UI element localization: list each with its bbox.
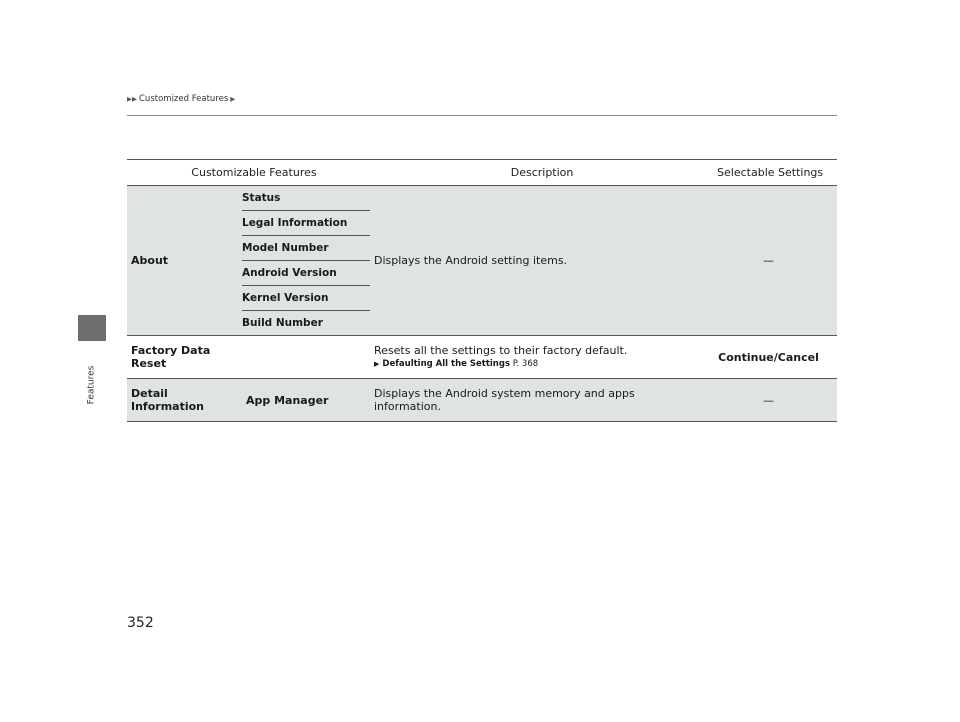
about-items	[242, 186, 370, 335]
breadcrumb	[127, 94, 235, 104]
factory-settings: Continue/Cancel	[718, 350, 819, 364]
features-table	[127, 159, 837, 422]
category-about: About	[131, 254, 169, 267]
category-detail-information: Detail Information	[131, 387, 204, 413]
item-app-manager: App Manager	[246, 393, 329, 407]
detail-description: Displays the Android system memory and apps information.	[374, 387, 635, 413]
table-row-about	[127, 186, 837, 336]
category-factory-data-reset: Factory Data Reset	[131, 344, 211, 370]
breadcrumb-arrow-icon: ▶▶	[127, 95, 137, 103]
item-model-number: Model Number	[242, 236, 370, 261]
item-kernel-version: Kernel Version	[242, 286, 370, 311]
section-label: Features	[86, 365, 97, 405]
item-android-version: Android Version	[242, 261, 370, 286]
reference-link[interactable]: Defaulting All the Settings	[382, 359, 511, 369]
header-rule	[127, 115, 837, 116]
item-build-number: Build Number	[242, 317, 323, 329]
table-row-detail-information	[127, 379, 837, 422]
breadcrumb-label[interactable]: Customized Features	[139, 94, 229, 104]
header-description: Description	[510, 166, 574, 179]
about-description: Displays the Android setting items.	[374, 254, 568, 267]
reference-arrow-icon: ▶	[374, 360, 380, 368]
factory-empty-cell	[242, 336, 370, 378]
table-header	[127, 159, 837, 186]
header-customizable-features: Customizable Features	[191, 166, 317, 179]
breadcrumb-arrow-icon: ▶	[230, 95, 236, 103]
table-row-factory-reset	[127, 336, 837, 379]
item-legal-information: Legal Information	[242, 211, 370, 236]
factory-reference	[374, 359, 696, 369]
page-number: 352	[127, 615, 154, 631]
reference-page: P. 368	[512, 359, 539, 369]
header-selectable-settings: Selectable Settings	[717, 166, 824, 179]
item-status: Status	[242, 186, 370, 211]
factory-description	[370, 336, 700, 378]
detail-settings: —	[763, 393, 774, 407]
factory-description-text: Resets all the settings to their factory default.	[374, 344, 628, 357]
section-tab	[78, 315, 106, 341]
about-settings: —	[763, 254, 774, 267]
